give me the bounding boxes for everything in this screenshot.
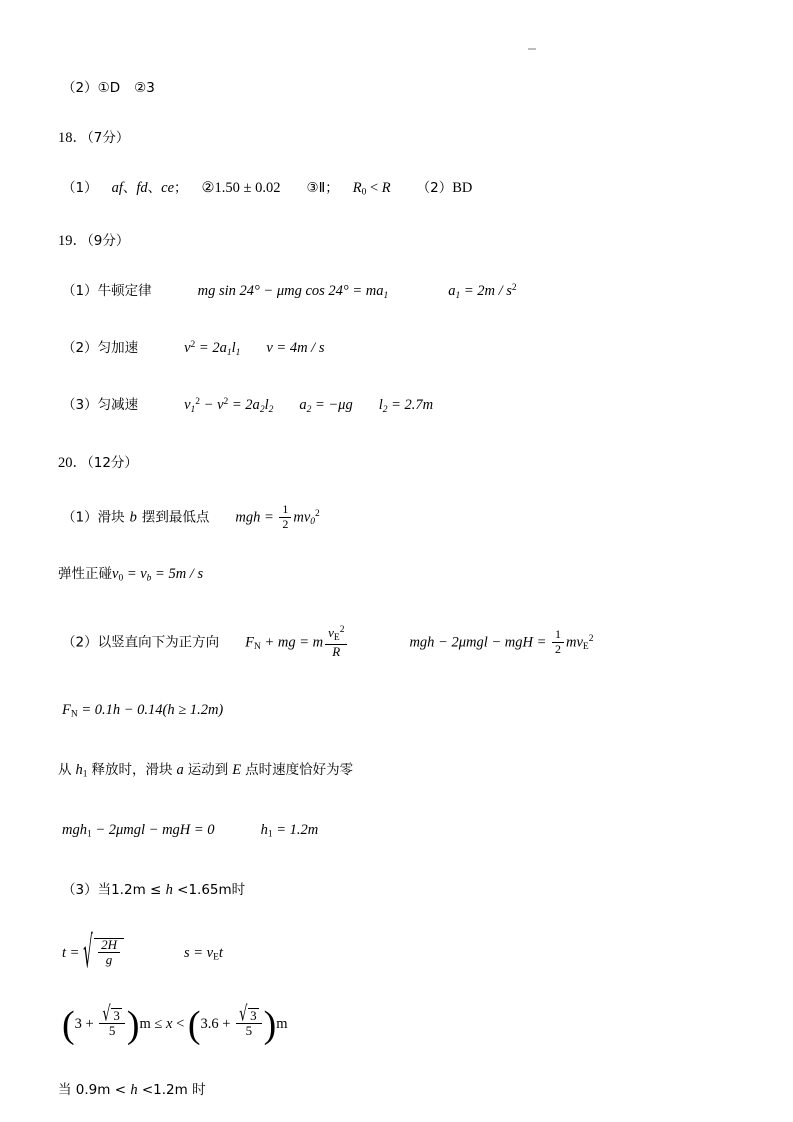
sqrt-3-2 <box>239 1008 259 1024</box>
b-symbol: b <box>129 509 137 526</box>
q18-answer-line <box>62 178 734 200</box>
v-eq: = 2a <box>195 340 227 357</box>
vb-sub: b <box>146 573 152 584</box>
a2-sub2: 2 <box>306 405 312 416</box>
slider-label2: 摆到最低点 <box>141 509 210 526</box>
v0-symbol: v <box>112 566 119 583</box>
q20-p2-label: （2） <box>62 634 98 651</box>
FN-expression: = 0.1h − 0.14(h ≥ 1.2m) <box>77 702 224 719</box>
q19-number: 19． <box>58 233 87 250</box>
q18-number: 18． <box>58 129 87 146</box>
mgh-minus-eq: mgh − 2μmgl − mgH = <box>409 634 550 651</box>
q18-fd: fd <box>136 179 148 196</box>
x-symbol: x <box>166 1015 173 1032</box>
frac2-num: 1 <box>552 628 564 642</box>
vb-value: = 5m / s <box>151 566 204 583</box>
h1-sub: 1 <box>82 769 88 780</box>
q20-line7 <box>62 880 734 902</box>
mgh1-symbol: mgh <box>62 821 87 838</box>
elastic-label: 弹性正碰 <box>58 566 112 583</box>
l-symbol: l <box>231 340 236 357</box>
l2-sub: 2 <box>268 405 274 416</box>
frac-num: 1 <box>279 503 291 517</box>
a1-value: = 2m / s <box>460 283 512 300</box>
range-suffix: <1.65m时 <box>172 881 246 898</box>
paren-left-1: ( <box>62 1004 75 1047</box>
sqrt3-over-5-1 <box>99 1008 125 1039</box>
a-symbol: a <box>176 762 184 779</box>
l2-value: = 2.7m <box>387 397 434 414</box>
q18-header <box>58 128 734 150</box>
q20-line4 <box>62 700 734 722</box>
q19-header <box>58 231 734 253</box>
h1-symbol-2: h <box>260 821 268 838</box>
lt-sign: < <box>172 1015 188 1032</box>
q19-line1 <box>62 281 734 303</box>
vE-sub: E <box>333 632 340 643</box>
down-positive-label: 以竖直向下为正方向 <box>97 634 220 651</box>
expr-right <box>201 1009 264 1040</box>
q19-p3-label: （3） <box>62 397 98 414</box>
E-symbol: E <box>232 762 242 779</box>
R-symbol: R <box>381 179 391 196</box>
move-to-label: 运动到 <box>187 762 229 779</box>
l2-symbol: l <box>264 397 269 414</box>
document-content <box>58 78 734 1102</box>
h1-value: = 1.2m <box>272 821 319 838</box>
speed-zero-label: 点时速度恰好为零 <box>245 762 354 779</box>
q18-score: （7分） <box>87 129 130 146</box>
q19-line2 <box>62 338 734 360</box>
eq-2a2l2: = 2a <box>228 397 260 414</box>
R0-sub: 0 <box>361 187 367 198</box>
minus-v: − v <box>200 397 224 414</box>
uniform-decel-label: 匀减速 <box>97 397 139 414</box>
a2-sub: 2 <box>259 405 265 416</box>
plus-mg: + mg = m <box>260 634 324 651</box>
v1-sub: 1 <box>190 405 196 416</box>
from-label: 从 <box>58 762 72 779</box>
paren-right-2: ) <box>263 1004 277 1047</box>
q20-line8 <box>62 938 734 969</box>
t-eq: t = <box>62 944 84 961</box>
expr-left <box>75 1009 127 1040</box>
q20-line9 <box>62 1004 734 1047</box>
mgh-eq: mgh = <box>235 509 278 526</box>
q20-p3-label: （3） <box>62 881 98 898</box>
q17-item1: ①D <box>97 80 121 96</box>
2H-over-g-fraction <box>98 938 120 968</box>
a2-value: = −μg <box>311 397 353 414</box>
frac2-den: 2 <box>554 641 561 656</box>
mgh1-rest: − 2μmgl − mgH = 0 <box>91 821 215 838</box>
v-value: v = 4m / s <box>266 340 325 357</box>
h1-symbol: h <box>75 762 83 779</box>
q18-af: af <box>111 179 123 196</box>
release-label: 释放时，滑块 <box>91 762 173 779</box>
m-unit-2: m <box>276 1015 288 1032</box>
v0-exp: 2 <box>315 509 320 520</box>
newton-eq: mg sin 24° − μmg cos 24° = ma <box>197 283 384 300</box>
FN-symbol-2: F <box>62 702 71 719</box>
a1-sub2: 1 <box>226 348 232 359</box>
frac-den: 2 <box>282 516 289 531</box>
v0-sub2: 0 <box>118 573 124 584</box>
sqrt-3-1 <box>102 1008 122 1024</box>
q20-line6 <box>62 820 734 842</box>
half-fraction-2 <box>552 628 564 656</box>
q20-score: （12分） <box>87 454 138 471</box>
q20-header <box>58 453 734 475</box>
sqrt-2H-over-g <box>83 938 124 969</box>
sqrt3-num-1 <box>99 1008 125 1025</box>
a1-exp: 2 <box>511 283 517 294</box>
s-eq: s = v <box>183 944 214 961</box>
mvE-exp: 2 <box>588 634 594 645</box>
q20-line3 <box>62 626 734 660</box>
q18-part2-label: （2） <box>416 179 453 196</box>
FN-sub: N <box>253 642 261 653</box>
q18-item3: ③Ⅱ； <box>306 179 339 196</box>
a1-sub: 1 <box>455 291 461 302</box>
three-six-plus: 3.6 + <box>200 1015 235 1032</box>
q17-prefix: （2） <box>62 80 98 96</box>
vE2-over-R-fraction <box>325 625 347 659</box>
page-mark <box>528 48 536 50</box>
frac-2H: √ 2H <box>98 938 120 954</box>
R0-symbol: R <box>352 179 362 196</box>
range-prefix: 当1.2m ≤ <box>97 881 166 898</box>
s-t: t <box>218 944 223 961</box>
frac-den-R: R <box>332 643 341 659</box>
when-09-suffix: <1.2m 时 <box>137 1082 206 1098</box>
paren-right-1: ) <box>126 1004 140 1047</box>
sqrt3-rad-2: 3 <box>250 1007 257 1023</box>
h-symbol-range: h <box>165 881 173 898</box>
sqrt3-num-2 <box>236 1008 262 1025</box>
q20-p1-label: （1） <box>62 509 98 526</box>
frac-num-vE2 <box>325 625 347 645</box>
q20-line10 <box>58 1080 734 1102</box>
frac-g: g <box>105 952 113 968</box>
v-symbol: v <box>184 340 191 357</box>
lt-symbol: < <box>366 179 382 196</box>
half-fraction <box>279 503 291 531</box>
when-09-prefix: 当 0.9m < <box>58 1082 131 1098</box>
sqrt-radicand <box>94 938 124 969</box>
l2-symbol2: l <box>378 397 383 414</box>
sqrt3-over-5-2 <box>236 1008 262 1039</box>
v1-symbol: v <box>184 397 191 414</box>
mvE-sub: E <box>582 642 589 653</box>
newton-law-label: 牛顿定律 <box>97 283 152 300</box>
q18-part1-label: （1） <box>62 179 98 196</box>
five-den-2: 5 <box>245 1023 253 1039</box>
five-den-1: 5 <box>108 1023 116 1039</box>
q20-line1 <box>62 504 734 532</box>
newton-eq-sub: 1 <box>383 291 389 302</box>
v1-exp: 2 <box>195 397 201 408</box>
q17-item2: ②3 <box>134 80 155 96</box>
vE-symbol: v <box>328 625 334 641</box>
v-exp: 2 <box>190 340 196 351</box>
s-vE-sub: E <box>213 952 219 963</box>
m-le: m ≤ <box>139 1015 166 1032</box>
sep3: ； <box>174 179 188 196</box>
q20-number: 20． <box>58 454 87 471</box>
FN-symbol: F <box>245 634 254 651</box>
l1-sub: 1 <box>235 348 241 359</box>
a1-symbol: a <box>448 283 456 300</box>
three-plus: 3 + <box>74 1015 98 1032</box>
q18-ce: ce <box>161 179 175 196</box>
sep2: 、 <box>147 179 162 196</box>
q19-line3 <box>62 395 734 417</box>
q20-line5 <box>58 760 734 782</box>
slider-label: 滑块 <box>97 509 125 526</box>
v-exp2: 2 <box>223 397 229 408</box>
paren-left-2: ( <box>187 1004 201 1047</box>
a2-symbol: a <box>299 397 307 414</box>
v0-sub: 0 <box>310 517 316 528</box>
q19-p1-label: （1） <box>62 283 98 300</box>
h-symbol-last: h <box>130 1082 138 1098</box>
q18-item2: ②1.50 ± 0.02 <box>201 179 281 196</box>
sqrt3-rad-1: 3 <box>113 1007 120 1023</box>
mv0: mv <box>293 509 311 526</box>
q20-line2 <box>58 564 734 586</box>
FN-sub-2: N <box>70 709 78 720</box>
uniform-accel-label: 匀加速 <box>97 340 139 357</box>
sep1: 、 <box>122 179 137 196</box>
q19-p2-label: （2） <box>62 340 98 357</box>
mgh1-sub: 1 <box>86 829 92 840</box>
vE-exp: 2 <box>339 625 345 636</box>
l2-sub2: 2 <box>382 405 388 416</box>
mvE: mv <box>565 634 583 651</box>
h1-sub-2: 1 <box>267 829 273 840</box>
vb-eq: = v <box>123 566 147 583</box>
q19-score: （9分） <box>87 233 130 250</box>
q17-answer-line <box>62 78 734 100</box>
q18-bd: BD <box>452 179 473 196</box>
